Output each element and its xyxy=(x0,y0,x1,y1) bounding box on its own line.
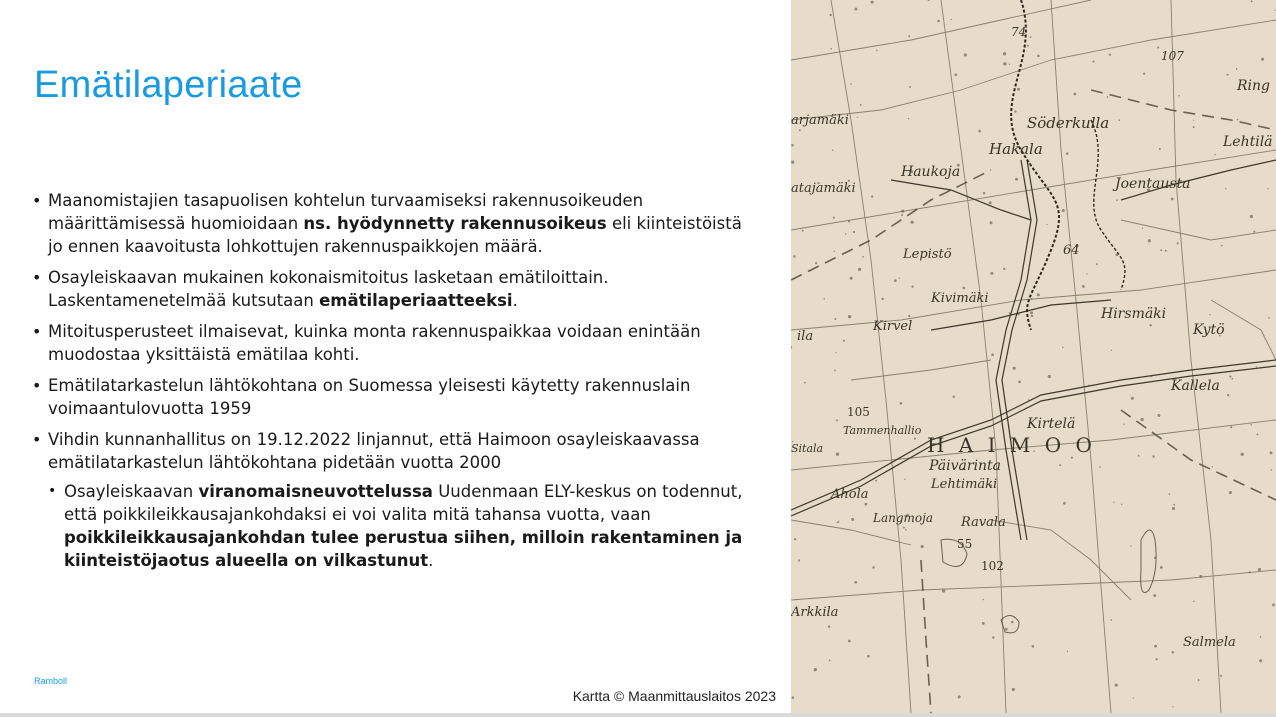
bullet-text: . xyxy=(512,291,518,310)
map-dot xyxy=(1086,273,1087,274)
map-dot xyxy=(1009,64,1010,65)
map-dot xyxy=(1231,378,1233,380)
map-dot xyxy=(989,201,992,204)
map-dot xyxy=(1030,36,1032,38)
bullet-item xyxy=(30,189,750,258)
map-dot xyxy=(1048,375,1051,378)
map-dot xyxy=(1250,215,1253,218)
map-dot xyxy=(1260,636,1262,638)
map-dot xyxy=(867,655,870,658)
map-dot xyxy=(1236,68,1238,70)
map-dot xyxy=(901,214,903,216)
map-dot xyxy=(937,20,940,23)
map-dot xyxy=(1018,313,1020,315)
map-dot xyxy=(1130,545,1131,546)
map-dot xyxy=(1082,285,1085,288)
map-dot xyxy=(1259,659,1262,662)
map-dot xyxy=(793,255,795,257)
map-label: Hirsmäki xyxy=(1101,306,1167,322)
map-dot xyxy=(1256,433,1258,435)
map-dot xyxy=(858,268,861,271)
map-dot xyxy=(1193,120,1194,121)
map-dot xyxy=(963,287,966,290)
map-dot xyxy=(1171,198,1174,201)
map-label: Haukoja xyxy=(901,164,961,180)
map-dot xyxy=(992,636,994,638)
map-dot xyxy=(1172,651,1174,653)
map-dot xyxy=(1012,688,1015,691)
map-dot xyxy=(862,256,864,258)
map-dot xyxy=(1173,504,1175,506)
map-dot xyxy=(1067,651,1068,652)
map-dot xyxy=(953,395,955,397)
bullet-bold-text: ns. hyödynnetty rakennusoikeus xyxy=(303,214,607,233)
map-dot xyxy=(1062,209,1065,212)
map-dot xyxy=(901,210,904,213)
map-dot xyxy=(834,318,836,320)
map-dot xyxy=(1014,110,1016,112)
map-dot xyxy=(983,599,984,600)
map-dot xyxy=(815,262,817,264)
map-dot xyxy=(1258,568,1261,571)
bullet-text: Emätilatarkastelun lähtökohtana on Suomessa yleisesti käytetty rakennuslain voimaantulovuotta 1959 xyxy=(48,376,691,418)
map-label: 64 xyxy=(1063,243,1080,258)
sub-bullet-item xyxy=(48,480,750,572)
map-dot xyxy=(854,8,857,11)
map-label: Joentausta xyxy=(1115,176,1191,192)
map-label: Kirvel xyxy=(873,319,913,334)
map-dot xyxy=(982,622,985,625)
map-dot xyxy=(1159,148,1161,150)
map-label: arjamäki xyxy=(791,113,849,128)
map-dot xyxy=(848,315,851,318)
bullet-item xyxy=(30,266,750,312)
map-dot xyxy=(1063,502,1066,505)
map-dot xyxy=(1152,455,1154,457)
map-dot xyxy=(1121,504,1122,505)
map-dot xyxy=(1088,385,1089,386)
map-dot xyxy=(871,1,874,4)
bullet-text: Vihdin kunnanhallitus on 19.12.2022 linjannut, että Haimoon osayleiskaavassa emätilatarkastelun lähtökohtana pidetään vuotta 2000 xyxy=(48,430,700,472)
map-dot xyxy=(850,83,852,85)
map-dot xyxy=(834,370,836,372)
map-dot xyxy=(1056,235,1058,237)
map-dot xyxy=(1030,311,1033,314)
bullet-item xyxy=(30,428,750,572)
map-dot xyxy=(829,660,831,662)
map-dot xyxy=(1111,350,1112,351)
map-dot xyxy=(798,559,800,561)
map-dot xyxy=(1214,154,1216,156)
bullet-item xyxy=(30,374,750,420)
map-dot xyxy=(1157,414,1160,417)
map-dot xyxy=(983,192,986,195)
map-dot xyxy=(1165,250,1167,252)
map-dot xyxy=(910,220,913,223)
map-label: Kirtelä xyxy=(1027,416,1076,432)
map-dot xyxy=(836,452,839,455)
map-dot xyxy=(1227,394,1229,396)
map-dot xyxy=(799,129,801,131)
historical-map xyxy=(791,0,1276,713)
map-dot xyxy=(1253,231,1255,233)
map-dot xyxy=(1172,507,1175,510)
map-dot xyxy=(843,340,845,342)
map-dot xyxy=(1143,73,1145,75)
map-dot xyxy=(1096,263,1098,265)
map-dot xyxy=(991,353,994,356)
map-dot xyxy=(1027,45,1029,47)
map-dot xyxy=(1005,628,1008,631)
map-dot xyxy=(1003,52,1006,55)
map-dot xyxy=(1046,224,1047,225)
map-label: H A I M O O xyxy=(927,433,1096,457)
map-dot xyxy=(838,521,840,523)
map-dot xyxy=(990,272,993,275)
bullet-text: Uudenmaan ELY-keskus on todennut, että poikkileikkausajankohdaksi ei voi valita mitä tahansa vuotta, vaan xyxy=(64,482,743,524)
map-dot xyxy=(1261,58,1264,61)
page-title: Emätilaperiaate xyxy=(34,64,303,106)
map-dot xyxy=(830,14,832,16)
map-dot xyxy=(1237,119,1239,121)
map-dot xyxy=(1229,376,1231,378)
map-dot xyxy=(1138,455,1140,457)
map-dot xyxy=(1270,451,1273,454)
map-dot xyxy=(1160,249,1162,251)
map-dot xyxy=(828,625,831,628)
map-label: 55 xyxy=(957,537,973,551)
map-dot xyxy=(1241,453,1244,456)
bullet-list xyxy=(30,189,750,580)
map-dot xyxy=(830,48,832,50)
ramboll-logo: Ramboll xyxy=(34,676,68,686)
map-dot xyxy=(1031,298,1033,300)
map-dot xyxy=(1093,61,1095,63)
map-dot xyxy=(1109,53,1111,55)
map-dot xyxy=(921,545,924,548)
map-dot xyxy=(1209,314,1210,315)
map-dot xyxy=(1028,163,1031,166)
map-dot xyxy=(990,221,993,224)
map-label: 107 xyxy=(1161,49,1184,63)
map-dot xyxy=(835,352,836,353)
map-dot xyxy=(1153,594,1156,597)
map-label: 105 xyxy=(847,405,870,419)
map-dot xyxy=(1230,426,1232,428)
map-dot xyxy=(1133,697,1134,698)
map-dot xyxy=(942,589,945,592)
map-dot xyxy=(1028,399,1029,400)
bullet-item xyxy=(30,320,750,366)
map-label: ila xyxy=(797,329,814,344)
map-dot xyxy=(1003,268,1005,270)
map-credit: Kartta © Maanmittauslaitos 2023 xyxy=(572,688,776,704)
map-label: Arkkila xyxy=(791,605,839,620)
map-label: atajamäki xyxy=(791,181,856,196)
map-dot xyxy=(804,382,806,384)
map-dot xyxy=(865,503,868,506)
map-dot xyxy=(1032,645,1035,648)
map-dot xyxy=(1225,188,1226,189)
map-dot xyxy=(1250,424,1252,426)
map-dot xyxy=(1157,46,1159,48)
map-dot xyxy=(1193,600,1195,602)
map-dot xyxy=(1115,253,1118,256)
map-dot xyxy=(875,480,877,482)
map-dot xyxy=(1177,242,1179,244)
map-dot xyxy=(1024,47,1025,48)
bottom-divider xyxy=(0,713,1276,717)
map-label: Salmela xyxy=(1183,635,1236,650)
map-dot xyxy=(1115,684,1118,687)
map-label: Ring xyxy=(1237,78,1270,94)
map-dot xyxy=(1271,469,1273,471)
map-dot xyxy=(899,277,900,278)
map-label: Tammenhallio xyxy=(843,424,922,437)
map-dot xyxy=(824,298,825,299)
map-dot xyxy=(791,160,794,163)
map-dot xyxy=(832,149,834,151)
map-dot xyxy=(857,117,858,118)
map-dot xyxy=(1018,381,1021,384)
map-label: Söderkulla xyxy=(1027,114,1110,132)
map-dot xyxy=(1172,706,1173,707)
map-dot xyxy=(1123,424,1124,425)
map-dot xyxy=(1160,566,1163,569)
map-dot xyxy=(1062,347,1064,349)
map-dot xyxy=(791,144,794,147)
map-dot xyxy=(1015,178,1018,181)
map-dot xyxy=(854,581,857,584)
map-dot xyxy=(900,402,903,405)
map-dot xyxy=(909,86,911,88)
map-dot xyxy=(802,230,804,232)
map-dot xyxy=(1003,62,1006,65)
map-dot xyxy=(978,130,981,133)
map-dot xyxy=(1074,93,1077,96)
bullet-bold-text: viranomaisneuvottelussa xyxy=(198,482,433,501)
map-dot xyxy=(1212,466,1213,467)
map-dot xyxy=(908,35,910,37)
map-dot xyxy=(860,104,862,106)
map-dot xyxy=(1099,466,1101,468)
map-dot xyxy=(853,231,855,233)
map-dot xyxy=(1199,575,1202,578)
map-dot xyxy=(1017,88,1020,91)
map-dot xyxy=(1251,0,1253,2)
bullet-text: Osayleiskaavan mukainen kokonaismitoitus lasketaan emätiloittain. Laskentamenetelmää kutsutaan xyxy=(48,268,609,310)
bullet-text: Mitoitusperusteet ilmaisevat, kuinka monta rakennuspaikkaa voidaan enintään muodostaa yksittäistä emätilaa kohti. xyxy=(48,322,701,364)
map-dot xyxy=(904,478,906,480)
map-dot xyxy=(851,518,854,521)
bullet-bold-text: emätilaperiaatteeksi xyxy=(319,291,513,310)
map-dot xyxy=(872,566,874,568)
map-dot xyxy=(1198,679,1200,681)
map-dot xyxy=(958,695,961,698)
bullet-text: . xyxy=(428,551,434,570)
map-dot xyxy=(908,315,910,317)
map-label: Kytö xyxy=(1193,322,1225,338)
map-dot xyxy=(848,640,851,643)
map-label: Lepistö xyxy=(903,247,952,262)
map-label: 102 xyxy=(981,559,1004,573)
map-dot xyxy=(1037,293,1040,296)
map-dot xyxy=(1268,317,1270,319)
map-dot xyxy=(794,538,796,540)
map-dot xyxy=(1037,55,1040,58)
map-label: Kallela xyxy=(1171,378,1220,394)
map-graphic xyxy=(791,0,1276,713)
map-dot xyxy=(914,438,916,440)
map-dot xyxy=(1011,621,1014,624)
map-dot xyxy=(1229,491,1232,494)
map-label: Sitala xyxy=(791,442,824,455)
map-label: Hakala xyxy=(989,140,1043,158)
map-dot xyxy=(1110,619,1112,621)
map-dot xyxy=(1140,418,1143,421)
map-label: Lehtimäki xyxy=(931,477,998,492)
map-dot xyxy=(1272,603,1275,606)
map-dot xyxy=(1168,493,1170,495)
map-label: Kivimäki xyxy=(931,291,989,306)
map-dot xyxy=(1113,502,1114,503)
map-dot xyxy=(814,668,817,671)
sub-bullet-list xyxy=(48,480,750,572)
map-dot xyxy=(1150,375,1152,377)
bullet-bold-text: poikkileikkausajankohdan tulee perustua siihen, milloin rakentaminen ja kiinteistöjaotus alueella on vilkastunut xyxy=(64,528,743,570)
map-label: 74 xyxy=(1011,25,1027,39)
map-dot xyxy=(1154,645,1157,648)
map-dot xyxy=(1221,245,1223,247)
map-label: Päivärinta xyxy=(929,458,1002,474)
map-dot xyxy=(1267,188,1268,189)
map-dot xyxy=(850,277,853,280)
map-dot xyxy=(905,529,907,531)
map-dot xyxy=(833,217,835,219)
map-dot xyxy=(1013,367,1016,370)
map-dot xyxy=(1107,96,1109,98)
map-dot xyxy=(1142,227,1143,228)
map-dot xyxy=(951,19,952,20)
map-label: Lehtilä xyxy=(1223,134,1273,150)
map-dot xyxy=(836,419,838,421)
map-dot xyxy=(908,118,910,120)
map-dot xyxy=(876,50,878,52)
map-dot xyxy=(792,696,795,699)
bullet-text: Osayleiskaavan xyxy=(64,482,199,501)
map-dot xyxy=(1178,95,1179,96)
map-label: Ahola xyxy=(831,487,869,502)
map-dot xyxy=(955,73,958,76)
map-dot xyxy=(964,53,967,56)
map-label: Langmoja xyxy=(873,511,934,525)
map-dot xyxy=(845,233,846,234)
map-dot xyxy=(834,251,835,252)
map-dot xyxy=(1227,74,1229,76)
map-label: Ravala xyxy=(961,515,1006,530)
map-dot xyxy=(871,195,873,197)
map-dot xyxy=(848,220,850,222)
map-dot xyxy=(1116,199,1118,201)
map-dot xyxy=(1059,464,1061,466)
map-dot xyxy=(1256,366,1257,367)
map-dot xyxy=(1031,315,1033,317)
map-dot xyxy=(1118,119,1120,121)
map-dot xyxy=(881,298,883,300)
map-dot xyxy=(894,279,897,282)
map-dot xyxy=(1156,658,1158,660)
map-dot xyxy=(911,285,913,287)
bullet-text: eli kiinteistöistä jo ennen kaavoitusta lohkottujen rakennuspaikkojen määrä. xyxy=(48,214,742,256)
map-dot xyxy=(1066,152,1069,155)
map-dot xyxy=(1193,126,1195,128)
map-dot xyxy=(1249,571,1251,573)
map-dot xyxy=(1149,324,1151,326)
bullet-text: Maanomistajien tasapuolisen kohtelun turvaamiseksi rakennusoikeuden määrittämisessä huomioidaan xyxy=(48,191,644,233)
map-dot xyxy=(1220,675,1222,677)
map-dot xyxy=(1131,397,1134,400)
map-dot xyxy=(1148,239,1151,242)
map-dot xyxy=(1009,312,1011,314)
map-dot xyxy=(903,527,905,529)
